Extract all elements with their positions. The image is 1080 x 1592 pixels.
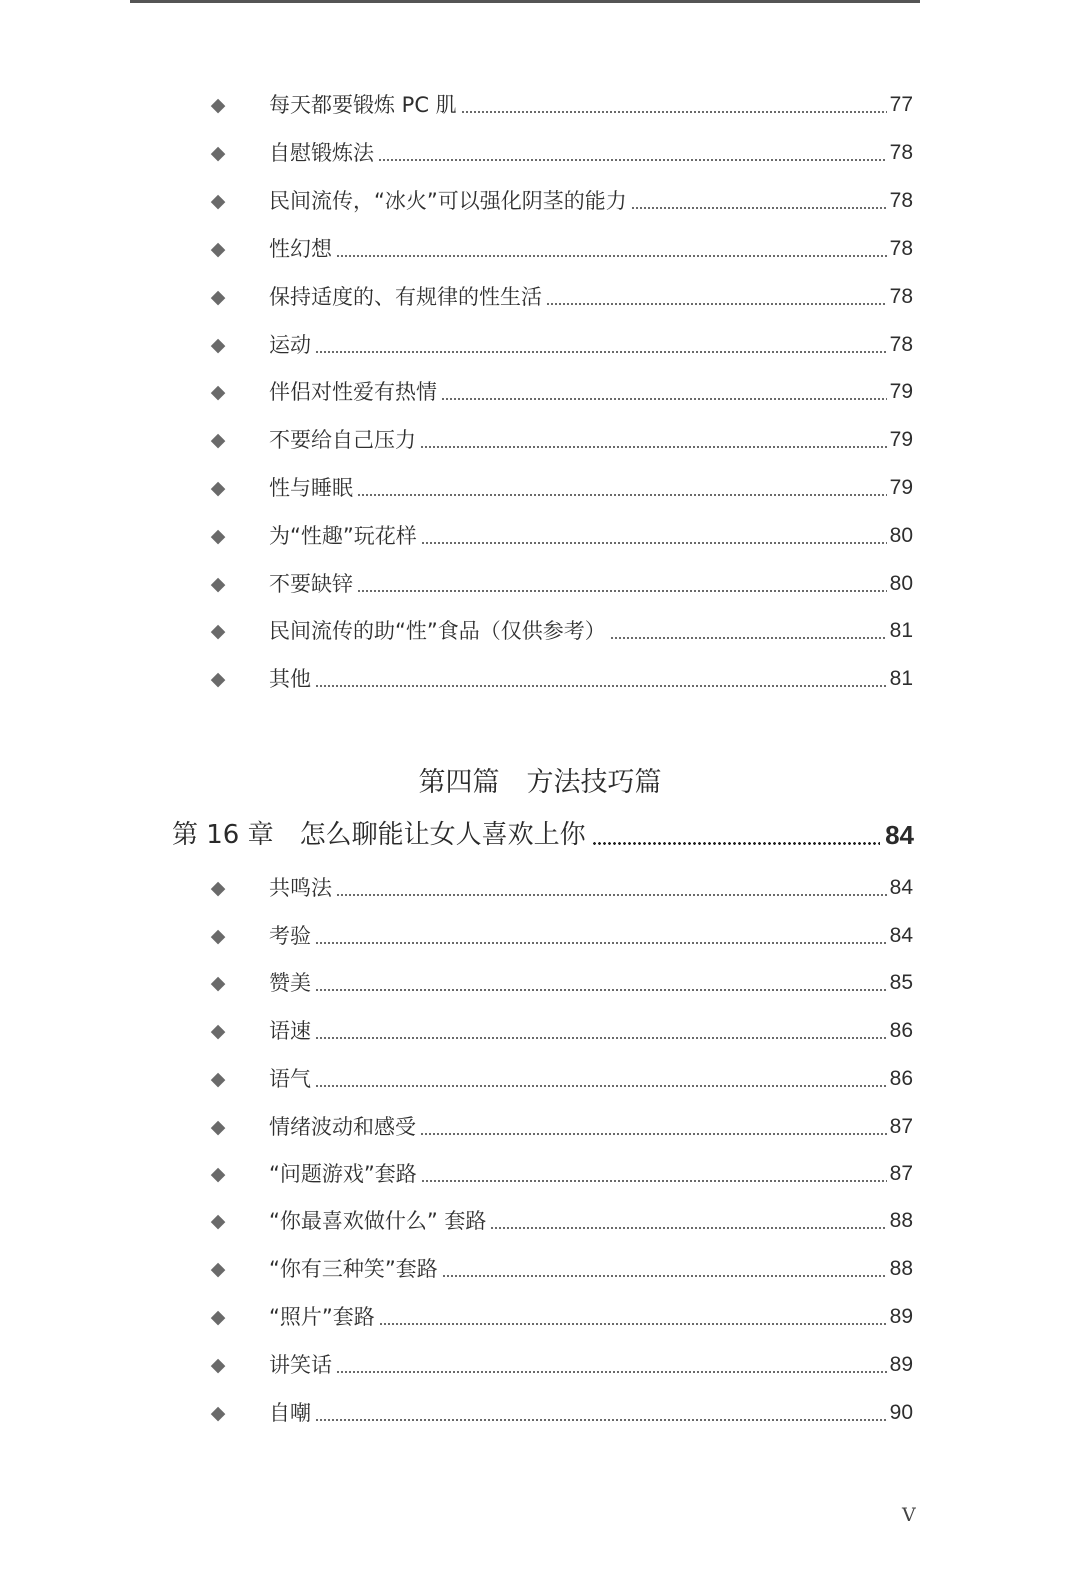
dot-leader — [420, 446, 887, 448]
dot-leader — [315, 1085, 887, 1087]
toc-entry-page: 89 — [889, 1353, 913, 1376]
toc-entry[interactable] — [205, 421, 913, 455]
toc-entry-page: 79 — [889, 476, 913, 499]
toc-entry[interactable] — [205, 278, 913, 312]
toc-entry[interactable] — [205, 1394, 913, 1428]
toc-entry-title: 民间流传的助“性”食品（仅供参考） — [269, 619, 606, 643]
diamond-bullet-icon: ◆ — [210, 238, 226, 260]
toc-entry[interactable] — [205, 1012, 913, 1046]
dot-leader — [631, 207, 887, 209]
toc-entry-page: 81 — [889, 667, 913, 690]
page-number: V — [902, 1504, 916, 1526]
toc-entry-title: 情绪波动和感受 — [269, 1115, 416, 1139]
diamond-bullet-icon: ◆ — [210, 429, 226, 451]
diamond-bullet-icon: ◆ — [210, 477, 226, 499]
toc-entry[interactable] — [205, 326, 913, 360]
toc-entry[interactable] — [205, 964, 913, 998]
toc-entry-page: 84 — [889, 876, 913, 899]
diamond-bullet-icon: ◆ — [210, 1402, 226, 1424]
diamond-bullet-icon: ◆ — [210, 1116, 226, 1138]
toc-entry-page: 86 — [889, 1067, 913, 1090]
toc-entry[interactable] — [205, 517, 913, 551]
dot-leader — [336, 894, 887, 896]
dot-leader — [378, 159, 887, 161]
diamond-bullet-icon: ◆ — [210, 1354, 226, 1376]
toc-entry[interactable] — [205, 230, 913, 264]
diamond-bullet-icon: ◆ — [210, 381, 226, 403]
diamond-bullet-icon: ◆ — [210, 668, 226, 690]
toc-entry-title: “照片”套路 — [269, 1305, 375, 1329]
toc-entry-page: 88 — [889, 1257, 913, 1280]
dot-leader — [315, 1037, 887, 1039]
diamond-bullet-icon: ◆ — [210, 142, 226, 164]
toc-entry-title: 不要给自己压力 — [269, 428, 416, 452]
dot-leader — [315, 351, 887, 353]
toc-entry[interactable] — [205, 1108, 913, 1142]
dot-leader — [315, 989, 887, 991]
top-rule — [130, 0, 920, 3]
dot-leader — [461, 111, 887, 113]
toc-entry[interactable] — [205, 612, 913, 646]
part-title: 第四篇 方法技巧篇 — [418, 767, 662, 798]
toc-entry-page: 85 — [889, 971, 913, 994]
toc-entry-page: 77 — [889, 93, 913, 116]
toc-entry-title: 语速 — [269, 1019, 311, 1043]
toc-entry[interactable] — [205, 1202, 913, 1236]
diamond-bullet-icon: ◆ — [210, 1306, 226, 1328]
toc-entry-title: 自嘲 — [269, 1401, 311, 1425]
diamond-bullet-icon: ◆ — [210, 1020, 226, 1042]
diamond-bullet-icon: ◆ — [210, 190, 226, 212]
toc-entry-page: 78 — [889, 189, 913, 212]
toc-entry-page: 80 — [889, 524, 913, 547]
diamond-bullet-icon: ◆ — [210, 925, 226, 947]
toc-entry[interactable] — [205, 86, 913, 120]
diamond-bullet-icon: ◆ — [210, 334, 226, 356]
toc-entry[interactable] — [205, 134, 913, 168]
toc-entry[interactable] — [205, 373, 913, 407]
toc-entry[interactable] — [205, 182, 913, 216]
toc-entry-title: 自慰锻炼法 — [269, 141, 374, 165]
toc-entry-page: 90 — [889, 1401, 913, 1424]
toc-entry-page: 78 — [889, 237, 913, 260]
dot-leader — [592, 842, 880, 845]
dot-leader — [421, 1180, 887, 1182]
toc-entry[interactable] — [205, 1298, 913, 1332]
toc-entry-title: 性与睡眠 — [269, 476, 353, 500]
toc-entry[interactable] — [205, 1346, 913, 1380]
dot-leader — [315, 942, 887, 944]
toc-entry-title: 每天都要锻炼 PC 肌 — [269, 93, 457, 117]
dot-leader — [336, 1371, 887, 1373]
dot-leader — [490, 1227, 886, 1229]
dot-leader — [357, 494, 887, 496]
dot-leader — [421, 542, 887, 544]
toc-entry-title: 伴侣对性爱有热情 — [269, 380, 437, 404]
diamond-bullet-icon: ◆ — [210, 1210, 226, 1232]
dot-leader — [336, 255, 887, 257]
toc-entry[interactable] — [205, 660, 913, 694]
dot-leader — [610, 637, 887, 639]
toc-entry-page: 79 — [889, 428, 913, 451]
chapter-page: 84 — [885, 820, 914, 850]
toc-entry-title: 民间流传，“冰火”可以强化阴茎的能力 — [269, 189, 627, 213]
toc-entry-title: 赞美 — [269, 971, 311, 995]
diamond-bullet-icon: ◆ — [210, 286, 226, 308]
toc-entry[interactable] — [205, 869, 913, 903]
toc-entry-title: 其他 — [269, 667, 311, 691]
dot-leader — [357, 590, 887, 592]
toc-entry-page: 81 — [889, 619, 913, 642]
toc-entry[interactable] — [205, 1155, 913, 1189]
dot-leader — [315, 685, 887, 687]
dot-leader — [546, 303, 887, 305]
toc-entry-title: 考验 — [269, 924, 311, 948]
toc-entry-page: 78 — [889, 141, 913, 164]
toc-entry-page: 78 — [889, 285, 913, 308]
diamond-bullet-icon: ◆ — [210, 972, 226, 994]
dot-leader — [315, 1419, 887, 1421]
chapter-title: 第 16 章 怎么聊能让女人喜欢上你 — [172, 820, 586, 850]
toc-entry-title: 语气 — [269, 1067, 311, 1091]
toc-entry-title: 不要缺锌 — [269, 572, 353, 596]
diamond-bullet-icon: ◆ — [210, 573, 226, 595]
toc-entry-page: 88 — [889, 1209, 913, 1232]
toc-entry-page: 89 — [889, 1305, 913, 1328]
toc-entry[interactable] — [205, 917, 913, 951]
toc-entry-title: 讲笑话 — [269, 1353, 332, 1377]
dot-leader — [441, 398, 887, 400]
toc-entry-page: 84 — [889, 924, 913, 947]
toc-entry[interactable] — [205, 1060, 913, 1094]
diamond-bullet-icon: ◆ — [210, 1163, 226, 1185]
toc-entry-title: “你最喜欢做什么” 套路 — [269, 1209, 487, 1233]
toc-entry[interactable] — [205, 1250, 913, 1284]
diamond-bullet-icon: ◆ — [210, 525, 226, 547]
diamond-bullet-icon: ◆ — [210, 94, 226, 116]
dot-leader — [442, 1275, 887, 1277]
toc-entry-title: “你有三种笑”套路 — [269, 1257, 438, 1281]
diamond-bullet-icon: ◆ — [210, 877, 226, 899]
dot-leader — [379, 1323, 887, 1325]
toc-entry-page: 87 — [889, 1162, 913, 1185]
dot-leader — [420, 1133, 887, 1135]
toc-entry-title: 共鸣法 — [269, 876, 332, 900]
toc-entry-title: 运动 — [269, 333, 311, 357]
toc-entry-title: 保持适度的、有规律的性生活 — [269, 285, 542, 309]
toc-entry-page: 78 — [889, 333, 913, 356]
toc-entry[interactable] — [205, 565, 913, 599]
diamond-bullet-icon: ◆ — [210, 1068, 226, 1090]
toc-entry-page: 79 — [889, 380, 913, 403]
chapter-entry[interactable] — [172, 812, 914, 854]
toc-entry-page: 87 — [889, 1115, 913, 1138]
toc-entry-page: 86 — [889, 1019, 913, 1042]
diamond-bullet-icon: ◆ — [210, 620, 226, 642]
toc-entry[interactable] — [205, 469, 913, 503]
toc-entry-title: “问题游戏”套路 — [269, 1162, 417, 1186]
diamond-bullet-icon: ◆ — [210, 1258, 226, 1280]
toc-entry-page: 80 — [889, 572, 913, 595]
toc-entry-title: 为“性趣”玩花样 — [269, 524, 417, 548]
toc-entry-title: 性幻想 — [269, 237, 332, 261]
